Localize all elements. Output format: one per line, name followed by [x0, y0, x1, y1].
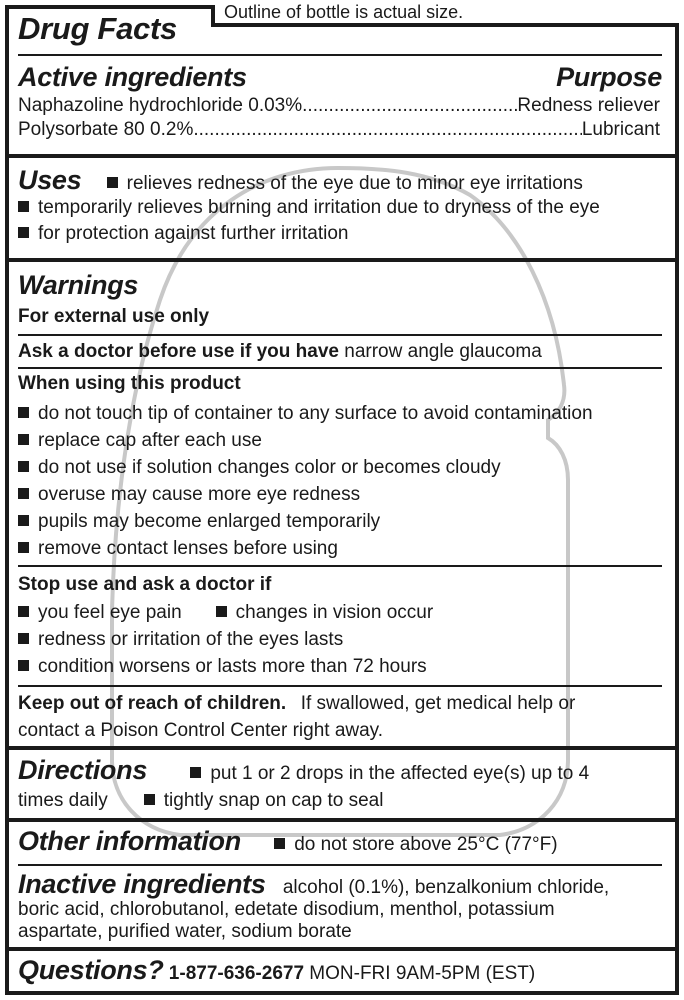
list-item: condition worsens or lasts more than 72 hours: [38, 656, 427, 677]
section-divider: [6, 154, 678, 158]
list-item: relieves redness of the eye due to minor eye irritations: [126, 173, 583, 194]
keep-out-text: If swallowed, get medical help or: [300, 693, 576, 714]
questions-heading: Questions?: [18, 955, 164, 985]
questions-section: [18, 955, 664, 987]
active-ingredients-heading: Active ingredients: [18, 62, 247, 92]
bullet-icon: [190, 767, 201, 778]
section-divider: [6, 818, 678, 822]
directions-heading: Directions: [18, 755, 148, 785]
bullet-icon: [144, 794, 155, 805]
bullet-icon: [18, 515, 29, 526]
section-divider: [6, 947, 678, 951]
warnings-heading: Warnings: [18, 270, 139, 300]
list-item: do not touch tip of container to any surface to avoid contamination: [38, 403, 593, 424]
other-info-heading: Other information: [18, 826, 241, 856]
outline-caption: Outline of bottle is actual size.: [224, 2, 464, 22]
list-item: changes in vision occur: [235, 602, 434, 623]
list-item: redness or irritation of the eyes lasts: [38, 629, 344, 650]
page-title: Drug Facts: [18, 11, 177, 46]
ingredient-purpose: Lubricant: [581, 119, 660, 140]
ask-doctor-text: narrow angle glaucoma: [344, 341, 542, 362]
inactive-ingredients-text: aspartate, purified water, sodium borate: [18, 921, 352, 942]
bullet-icon: [18, 434, 29, 445]
purpose-heading: Purpose: [556, 62, 662, 92]
list-item: pupils may become enlarged temporarily: [38, 511, 381, 532]
ingredient-name: Polysorbate 80 0.2%: [18, 119, 194, 140]
list-item: remove contact lenses before using: [38, 538, 338, 559]
active-ingredients-section: [18, 62, 664, 142]
directions-section: [18, 755, 664, 815]
keep-out-label: Keep out of reach of children.: [18, 693, 287, 714]
section-divider: [6, 258, 678, 262]
section-divider: [6, 746, 678, 750]
divider: [18, 565, 662, 567]
list-item: for protection against further irritation: [38, 223, 349, 244]
bullet-icon: [18, 542, 29, 553]
divider: [18, 334, 662, 336]
stop-use-heading: Stop use and ask a doctor if: [18, 574, 272, 595]
bullet-icon: [18, 407, 29, 418]
hours-text: MON-FRI 9AM-5PM (EST): [309, 963, 536, 984]
bullet-icon: [18, 660, 29, 671]
uses-section: [18, 165, 664, 247]
other-info-section: [18, 826, 664, 858]
list-item: do not use if solution changes color or becomes cloudy: [38, 457, 501, 478]
frame-right: [675, 23, 679, 995]
inactive-ingredients-section: [18, 869, 664, 943]
list-item: times daily: [18, 790, 108, 811]
ingredient-name: Naphazoline hydrochloride 0.03%: [18, 95, 303, 116]
list-item: do not store above 25°C (77°F): [294, 834, 558, 855]
list-item: put 1 or 2 drops in the affected eye(s) up to 4: [210, 763, 590, 784]
list-item: replace cap after each use: [38, 430, 262, 451]
when-using-section: [18, 370, 664, 562]
frame-bottom: [5, 991, 679, 995]
bullet-icon: [18, 201, 29, 212]
external-use-text: For external use only: [18, 306, 210, 327]
ask-doctor-label: Ask a doctor before use if you have: [18, 341, 339, 362]
keep-out-section: [18, 690, 664, 744]
when-using-heading: When using this product: [18, 373, 241, 394]
bullet-icon: [18, 606, 29, 617]
list-item: tightly snap on cap to seal: [163, 790, 384, 811]
divider: [18, 685, 662, 687]
list-item: temporarily relieves burning and irritation due to dryness of the eye: [38, 197, 600, 218]
inactive-ingredients-heading: Inactive ingredients: [18, 869, 266, 899]
ask-doctor-section: [18, 338, 664, 365]
bullet-icon: [18, 488, 29, 499]
title-section: [18, 12, 664, 46]
active-ingredient-row: [18, 118, 660, 142]
bullet-icon: [18, 633, 29, 644]
list-item: you feel eye pain: [38, 602, 182, 623]
inactive-ingredients-text: boric acid, chlorobutanol, edetate disodium, menthol, potassium: [18, 899, 555, 920]
uses-heading: Uses: [18, 165, 82, 195]
phone-number: 1-877-636-2677: [168, 963, 305, 984]
bullet-icon: [274, 838, 285, 849]
keep-out-text: contact a Poison Control Center right away.: [18, 720, 384, 741]
divider: [18, 864, 662, 866]
bullet-icon: [18, 461, 29, 472]
ingredient-purpose: Redness reliever: [517, 95, 660, 116]
active-ingredient-row: [18, 94, 660, 118]
bullet-icon: [18, 227, 29, 238]
warnings-section: [18, 268, 664, 332]
divider: [18, 54, 662, 56]
bullet-icon: [216, 606, 227, 617]
inactive-ingredients-text: alcohol (0.1%), benzalkonium chloride,: [282, 877, 610, 898]
bullet-icon: [107, 177, 118, 188]
stop-use-section: [18, 571, 664, 680]
frame-top: [5, 5, 215, 9]
divider: [18, 367, 662, 369]
list-item: overuse may cause more eye redness: [38, 484, 361, 505]
